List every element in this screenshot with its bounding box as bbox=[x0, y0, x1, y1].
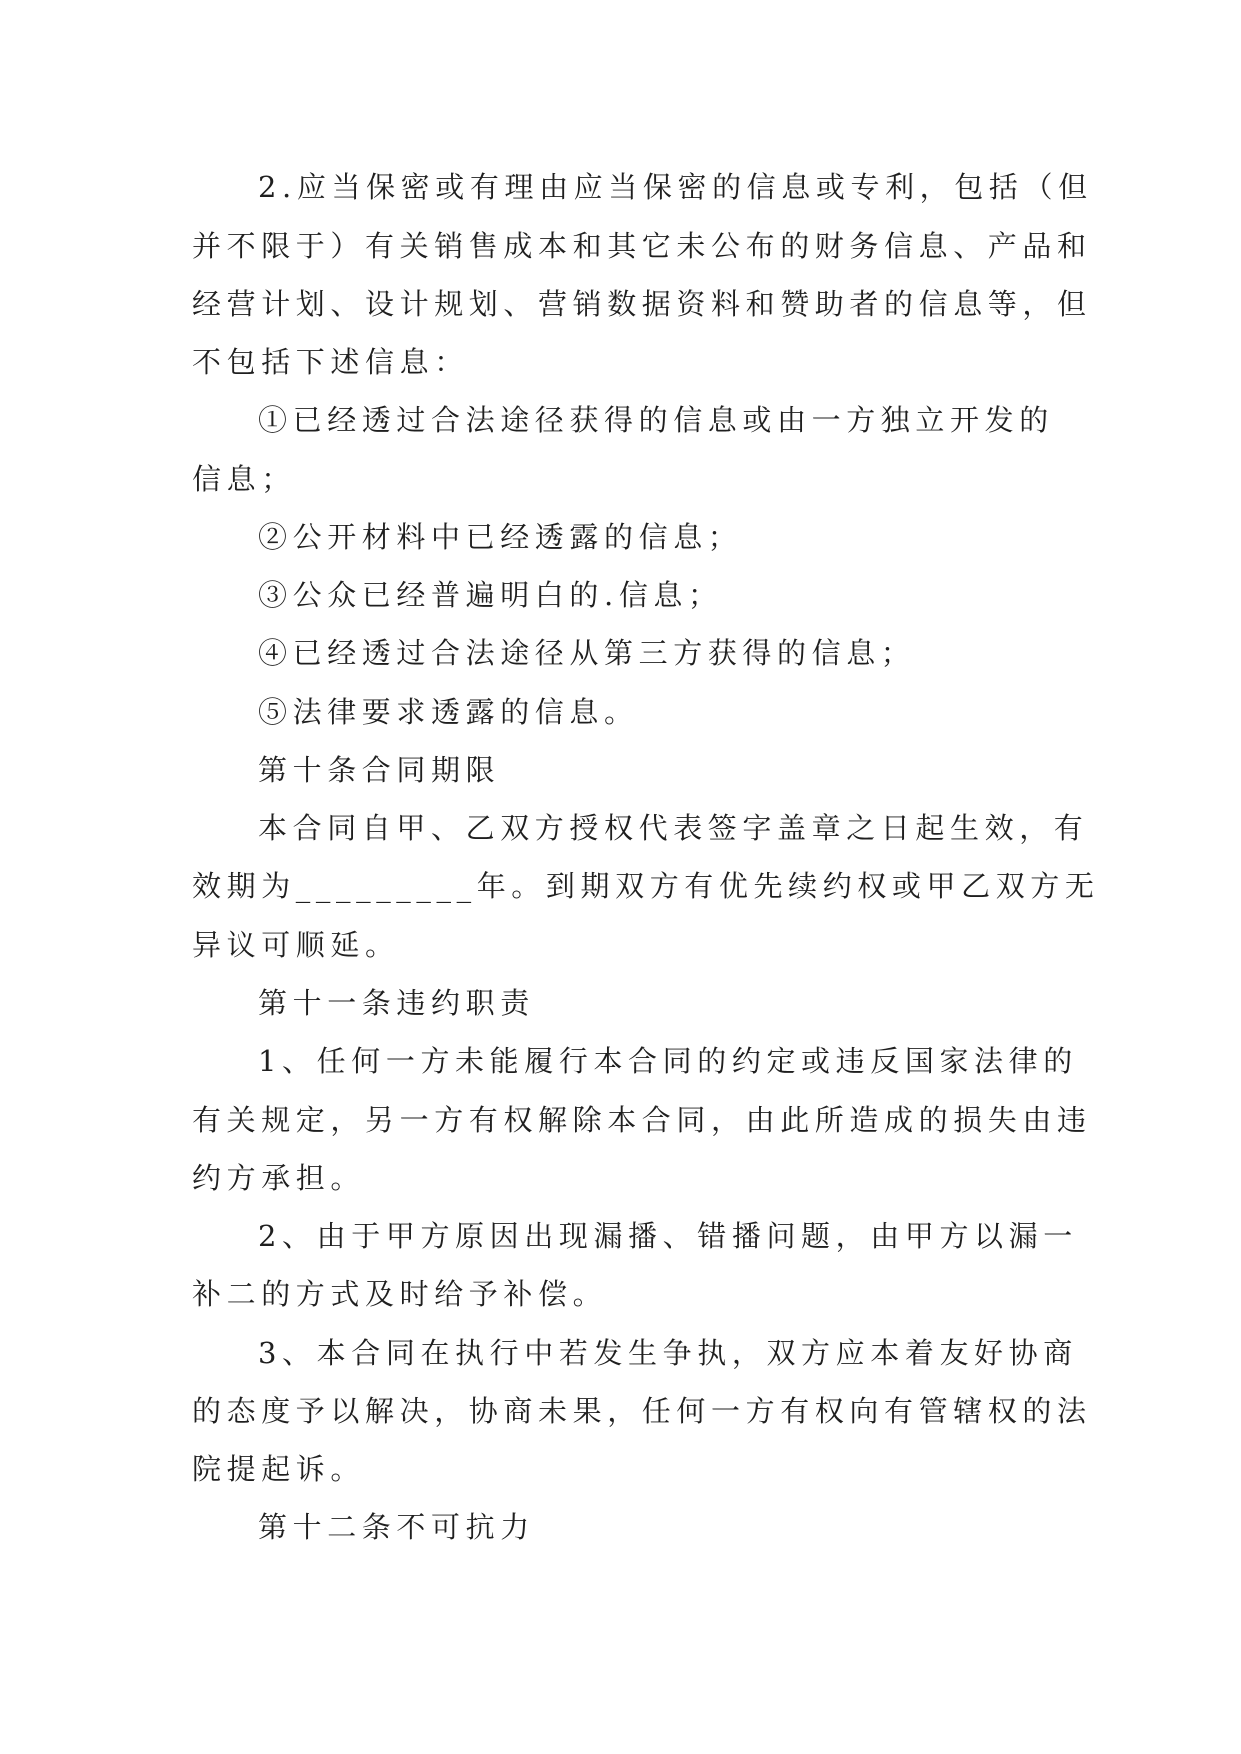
text-line: 1、任何一方未能履行本合同的约定或违反国家法律的 bbox=[258, 1044, 1078, 1078]
text-line: ④已经透过合法途径从第三方获得的信息； bbox=[258, 636, 916, 670]
text-line: 院提起诉。 bbox=[192, 1452, 366, 1486]
text-line: 约方承担。 bbox=[192, 1161, 366, 1195]
text-line: ②公开材料中已经透露的信息； bbox=[258, 520, 743, 554]
text-line: 补二的方式及时给予补偿。 bbox=[192, 1277, 608, 1311]
text-line: 3、本合同在执行中若发生争执，双方应本着友好协商 bbox=[258, 1336, 1078, 1370]
text-line: ⑤法律要求透露的信息。 bbox=[258, 695, 639, 729]
text-line: 不包括下述信息： bbox=[192, 345, 469, 379]
text-line: 并不限于）有关销售成本和其它未公布的财务信息、产品和 bbox=[192, 229, 1092, 263]
section-heading: 第十条合同期限 bbox=[258, 753, 501, 787]
text-line: 异议可顺延。 bbox=[192, 928, 400, 962]
text-line: 2、由于甲方原因出现漏播、错播问题，由甲方以漏一 bbox=[258, 1219, 1078, 1253]
text-line: 经营计划、设计规划、营销数据资料和赞助者的信息等，但 bbox=[192, 287, 1092, 321]
text-line: 效期为_________年。到期双方有优先续约权或甲乙双方无 bbox=[192, 869, 1100, 903]
text-line: 的态度予以解决，协商未果，任何一方有权向有管辖权的法 bbox=[192, 1394, 1092, 1428]
text-line: 信息； bbox=[192, 462, 296, 496]
section-heading: 第十二条不可抗力 bbox=[258, 1510, 535, 1544]
text-line: 有关规定，另一方有权解除本合同，由此所造成的损失由违 bbox=[192, 1103, 1092, 1137]
text-line: 本合同自甲、乙双方授权代表签字盖章之日起生效，有 bbox=[258, 811, 1089, 845]
section-heading: 第十一条违约职责 bbox=[258, 986, 535, 1020]
text-line: ①已经透过合法途径获得的信息或由一方独立开发的 bbox=[258, 403, 1054, 437]
text-line: ③公众已经普遍明白的.信息； bbox=[258, 578, 723, 612]
text-line: 2.应当保密或有理由应当保密的信息或专利，包括（但 bbox=[258, 170, 1093, 204]
